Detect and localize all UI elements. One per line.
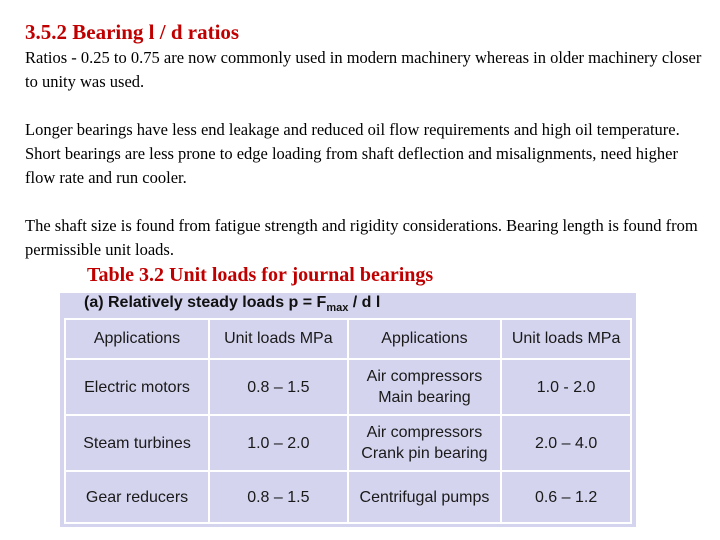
header-applications-2: Applications: [348, 319, 502, 359]
cell-application-line1: Air compressors: [366, 368, 483, 385]
table-header-row: [65, 319, 631, 359]
cell-unit-load: 0.8 – 1.5: [209, 471, 348, 523]
table-title: Table 3.2 Unit loads for journal bearings: [87, 264, 434, 286]
cell-application: [348, 415, 502, 471]
paragraph-bearing-length: Longer bearings have less end leakage and reduced oil flow requirements and high oil temperature. Short bearings are less prone to edge loading from shaft deflection and misalignments, need higher flow rate and run cooler.: [25, 120, 680, 187]
paragraph-shaft-size: The shaft size is found from fatigue strength and rigidity considerations. Bearing length is found from permissible unit loads.: [25, 216, 698, 259]
section-heading: 3.5.2 Bearing l / d ratios: [25, 20, 240, 44]
table-row: [65, 415, 631, 471]
cell-application: Electric motors: [65, 359, 209, 415]
unit-loads-table: [64, 318, 632, 524]
cell-application-line1: Air compressors: [366, 424, 483, 441]
cell-unit-load: 0.8 – 1.5: [209, 359, 348, 415]
cell-application-line2: Crank pin bearing: [361, 445, 488, 462]
cell-unit-load: 1.0 - 2.0: [501, 359, 631, 415]
cell-unit-load: 2.0 – 4.0: [501, 415, 631, 471]
cell-unit-load: 0.6 – 1.2: [501, 471, 631, 523]
cell-application: Steam turbines: [65, 415, 209, 471]
cell-unit-load: 1.0 – 2.0: [209, 415, 348, 471]
cell-application: [348, 359, 502, 415]
table-row: [65, 471, 631, 523]
header-applications-1: Applications: [65, 319, 209, 359]
subheading-subscript: max: [326, 302, 349, 315]
cell-application-line2: Main bearing: [378, 389, 471, 406]
table-row: [65, 359, 631, 415]
subheading-suffix: / d l: [348, 294, 381, 311]
header-unit-loads-2: Unit loads MPa: [501, 319, 631, 359]
cell-application: Gear reducers: [65, 471, 209, 523]
paragraph-ratios: Ratios - 0.25 to 0.75 are now commonly used in modern machinery whereas in older machinery closer to unity was used.: [25, 48, 702, 91]
subheading-prefix: (a) Relatively steady loads p = F: [84, 294, 327, 311]
unit-loads-panel: [60, 293, 636, 527]
header-unit-loads-1: Unit loads MPa: [209, 319, 348, 359]
cell-application: Centrifugal pumps: [348, 471, 502, 523]
table-subheading: [84, 294, 380, 314]
